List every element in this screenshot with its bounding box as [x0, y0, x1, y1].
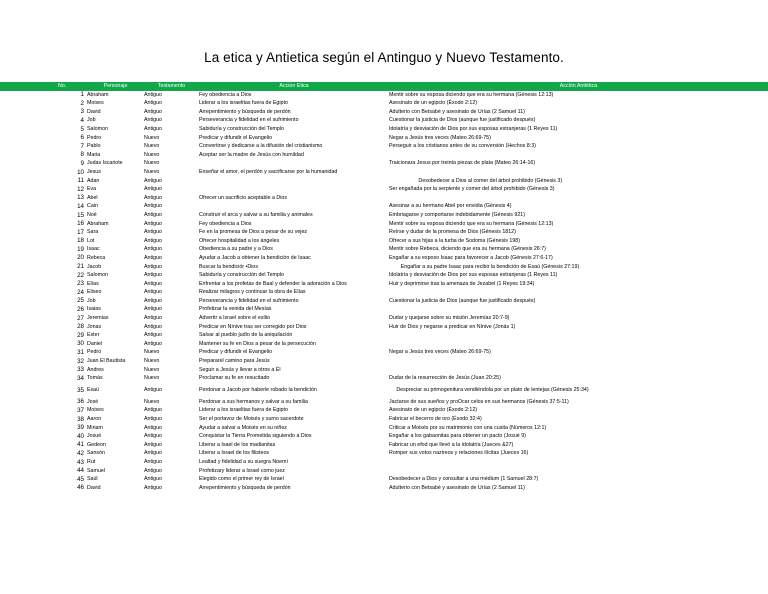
row-personaje: Adan	[87, 177, 100, 184]
row-accion-antietica: Cuestionar la justicia de Dios (aunque fue justificado después)	[389, 117, 536, 124]
row-accion-antietica: Ser engañada por la serpiente y comer del árbol prohibido (Génesis 3)	[389, 186, 555, 193]
row-accion-etica: Profetizar la venida del Mesías	[199, 306, 272, 313]
table-row	[0, 263, 768, 272]
table-row	[0, 168, 768, 177]
row-personaje: Sansón	[87, 450, 105, 457]
row-number: 42	[77, 449, 84, 457]
row-accion-etica: Liderar a los israelitas fuera de Egipto	[199, 407, 288, 414]
row-testamento: Nuevo	[144, 349, 160, 356]
row-number: 41	[77, 441, 84, 449]
row-personaje: Noé	[87, 211, 97, 218]
row-personaje: Job	[87, 297, 96, 304]
row-accion-antietica: Engañar a su padre Isaac para recibir la bendición de Esaú (Génesis 27:19)	[389, 263, 580, 270]
row-accion-antietica	[389, 340, 768, 349]
row-accion-antietica: Reírse y dudar de la promesa de Dios (Génesis 1812)	[389, 229, 516, 236]
row-accion-antietica	[389, 194, 768, 203]
row-accion-etica: Conquistar la Tierra Prometida siguiendo a Dios	[199, 433, 312, 440]
row-testamento: Antiguo	[144, 186, 162, 193]
table-row	[0, 458, 768, 467]
table-row	[0, 332, 768, 341]
row-number: 22	[77, 271, 84, 279]
row-accion-antietica: Mentir sobre su esposa diciendo que era su hermana (Génesis 12:13)	[389, 220, 554, 227]
row-accion-antietica: Desobedecer a Dios al comer del árbol prohibido (Génesis 3)	[389, 177, 563, 184]
row-number: 28	[77, 323, 84, 331]
row-accion-antietica: Asesinato de un egipcio (Éxodo 2:12)	[389, 100, 478, 107]
row-accion-etica: Predicar en Nínive tras ser corregido por Dios	[199, 323, 307, 330]
row-testamento: Antiguo	[144, 387, 162, 394]
row-testamento: Nuevo	[144, 151, 160, 158]
table-body	[0, 91, 768, 493]
table-row	[0, 467, 768, 476]
row-accion-antietica	[389, 357, 768, 366]
page-title: La etica y Antietica según el Antinguo y Nuevo Testamento.	[204, 50, 564, 65]
row-accion-etica: Fey obediencia a Dios	[199, 91, 252, 98]
row-number: 43	[77, 458, 84, 466]
row-accion-etica: Ser el portavoz de Moisés y sumo sacerdote	[199, 416, 304, 423]
row-accion-etica: Salvar al pueblo judío de la aniquilación	[199, 332, 293, 339]
row-accion-etica: Predicar y difundir el Evangelio	[199, 134, 273, 141]
table-row	[0, 366, 768, 375]
row-number: 10	[77, 168, 84, 176]
row-personaje: Cain	[87, 203, 98, 210]
row-accion-etica: Perseverancia y fidelidad en el sufrimiento	[199, 117, 299, 124]
row-number: 18	[77, 237, 84, 245]
row-number: 36	[77, 398, 84, 406]
row-accion-etica: Ofrecer hospitalidad a los ángeles	[199, 237, 280, 244]
row-testamento: Antiguo	[144, 220, 162, 227]
row-accion-etica: Seguir a Jesús y llevar a otros a Él	[199, 366, 281, 373]
row-number: 26	[77, 306, 84, 314]
row-personaje: Abraham	[87, 220, 109, 227]
row-number: 37	[77, 406, 84, 414]
header-accion-etica: Accion Etica	[199, 82, 389, 91]
row-personaje: Sara	[87, 229, 99, 236]
row-personaje: Abel	[87, 194, 98, 201]
row-number: 5	[80, 125, 84, 133]
row-accion-etica: Perseverancia y fidelidad en el sufrimiento	[199, 297, 299, 304]
row-accion-antietica	[389, 289, 768, 298]
row-testamento: Nuevo	[144, 398, 160, 405]
row-accion-antietica: Traicionara Jesus por treinta piezas de plata (Mateo 26:14-16)	[389, 160, 536, 167]
table-row	[0, 91, 768, 100]
table-row	[0, 484, 768, 493]
row-accion-antietica: Desobedecer a Dios y consultar a una médium (1 Samuel 28:7)	[389, 476, 539, 483]
row-number: 32	[77, 357, 84, 365]
row-personaje: Daniel	[87, 340, 103, 347]
table-row	[0, 297, 768, 306]
table-row	[0, 306, 768, 315]
row-personaje: Jesus	[87, 168, 101, 175]
row-testamento: Antiguo	[144, 467, 162, 474]
row-accion-etica	[199, 203, 389, 212]
table-row	[0, 289, 768, 298]
row-accion-antietica: Huir y deprimirse tras la amenaza de Jezabel (1 Reyes 19:34)	[389, 280, 535, 287]
row-testamento: Nuevo	[144, 375, 160, 382]
row-accion-antietica: Embriagarse y comportarse indebidamente (Génesis 921)	[389, 211, 526, 218]
row-testamento: Antiguo	[144, 246, 162, 253]
row-personaje: Maria	[87, 151, 101, 158]
row-accion-antietica	[389, 306, 768, 315]
table-row	[0, 254, 768, 263]
row-personaje: Samuel	[87, 467, 105, 474]
table-row	[0, 117, 768, 126]
row-number: 31	[77, 349, 84, 356]
row-number: 40	[77, 432, 84, 440]
row-personaje: David	[87, 108, 101, 115]
row-accion-antietica: Perseguir a los cristianos antes de su conversión (Hechos 8:3)	[389, 143, 536, 150]
row-testamento: Antiguo	[144, 272, 162, 279]
row-number: 2	[80, 99, 84, 107]
row-testamento: Antiguo	[144, 211, 162, 218]
row-personaje: Moises	[87, 100, 104, 107]
table-row	[0, 194, 768, 203]
table-row	[0, 323, 768, 332]
row-testamento: Antiguo	[144, 476, 162, 483]
row-number: 39	[77, 424, 84, 432]
table-row	[0, 151, 768, 160]
row-number: 8	[80, 151, 84, 159]
row-accion-etica: Convertirse y dedicarse a la difusión del cristianismo	[199, 143, 323, 150]
row-personaje: Isaias	[87, 306, 101, 313]
table-row	[0, 220, 768, 229]
row-accion-antietica: Fabricar el becerro de oro (Éxodo 32:4)	[389, 416, 482, 423]
row-personaje: Jacob	[87, 263, 102, 270]
table-row	[0, 424, 768, 433]
row-number: 11	[77, 177, 84, 185]
row-accion-etica: Aceptar ser la madre de Jesús con humildad	[199, 151, 304, 158]
row-personaje: Aaron	[87, 416, 102, 423]
row-accion-antietica: Idolatría y desviación de Dios por sus esposas extranjeras (1 Reyes 11)	[389, 272, 558, 279]
row-testamento: Antiguo	[144, 416, 162, 423]
row-personaje: Abraham	[87, 91, 109, 98]
row-testamento: Antiguo	[144, 91, 162, 98]
row-accion-etica: Ofrecer un sacrificio aceptable a Dios	[199, 194, 288, 201]
row-number: 12	[77, 185, 84, 193]
row-accion-antietica: Negar a Jesús tres veces (Mateo 26:69-75)	[389, 134, 491, 141]
row-personaje: Pedro	[87, 134, 102, 141]
row-personaje: Esaú	[87, 387, 100, 394]
row-accion-etica: Advertir a Israel sobre el exilio	[199, 315, 270, 322]
table-row	[0, 340, 768, 349]
row-testamento: Antiguo	[144, 229, 162, 236]
row-personaje: Rebeca	[87, 254, 106, 261]
row-personaje: Jeremias	[87, 315, 109, 322]
row-personaje: Job	[87, 117, 96, 124]
row-testamento: Antiguo	[144, 108, 162, 115]
row-accion-etica: Realizar milagros y continuar la obra de Elías	[199, 289, 306, 296]
row-accion-etica: Elegido como el primer rey de Israel	[199, 476, 284, 483]
row-number: 20	[77, 254, 84, 262]
row-accion-etica: Liderar a los israelitas fuera de Egipto	[199, 100, 288, 107]
row-accion-antietica: Despreciar su primogenitura vendiéndola por un plato de lentejas (Génesis 25:34)	[389, 387, 589, 394]
table-row	[0, 383, 768, 398]
row-accion-etica: Mantener su fe en Dios a pesar de la persecución	[199, 340, 316, 347]
row-number: 33	[77, 366, 84, 374]
row-personaje: Salomon	[87, 272, 108, 279]
row-accion-etica: Construir el arca y salvar a su familia y animales	[199, 211, 313, 218]
row-personaje: Juan El Bautista	[87, 358, 126, 365]
row-accion-etica: Fey obediencia a Dios	[199, 220, 252, 227]
table-row	[0, 450, 768, 459]
row-testamento: Antiguo	[144, 433, 162, 440]
table-row	[0, 125, 768, 134]
row-accion-etica: Arrepentimiento y búsqueda de perdón	[199, 484, 291, 491]
row-accion-etica: Liberar a Israel de los filisteos	[199, 450, 270, 457]
row-personaje: Saúl	[87, 476, 98, 483]
table-row	[0, 433, 768, 442]
row-testamento: Antiguo	[144, 407, 162, 414]
row-number: 35	[77, 386, 84, 394]
table-row	[0, 143, 768, 152]
table-row	[0, 398, 768, 407]
row-testamento: Nuevo	[144, 358, 160, 365]
row-accion-etica: Sabiduría y construcción del Templo	[199, 126, 284, 133]
row-personaje: Miriam	[87, 424, 103, 431]
row-personaje: Ester	[87, 332, 100, 339]
table-row	[0, 211, 768, 220]
row-personaje: Andres	[87, 366, 104, 373]
row-personaje: Rut	[87, 458, 96, 465]
table-row	[0, 349, 768, 358]
row-accion-antietica: Idolatría y desviación de Dios por sus esposas extranjeras (1 Reyes 11)	[389, 126, 558, 133]
row-accion-antietica: Engañar a su esposo Isaac para favorecer a Jacob (Génesis 27:6-17)	[389, 254, 553, 261]
row-testamento: Antiguo	[144, 280, 162, 287]
header-personaje: Personaje	[87, 82, 144, 91]
row-accion-etica: Ayudar a Jacob a obtener la bendición de Isaac	[199, 254, 311, 261]
row-number: 6	[80, 134, 84, 142]
table-header-row	[0, 82, 768, 91]
row-testamento: Nuevo	[144, 366, 160, 373]
table-row	[0, 407, 768, 416]
row-personaje: Isaac	[87, 246, 100, 253]
row-accion-etica: Prepararel camino para Jesús	[199, 358, 270, 365]
row-accion-antietica: Mentir sobre su esposa diciendo que era su hermana (Génesis 12:13)	[389, 91, 554, 98]
row-testamento: Antiguo	[144, 340, 162, 347]
row-accion-etica: Lealtad y fidelidad a su suegra Noemí	[199, 458, 288, 465]
row-accion-etica: Buscar la bendicióṛ •Dios	[199, 263, 258, 270]
row-personaje: Pedro	[87, 349, 102, 356]
row-testamento: Antiguo	[144, 194, 162, 201]
row-accion-antietica	[389, 467, 768, 476]
row-personaje: Salomon	[87, 126, 108, 133]
row-accion-antietica: Ofrecer a sus hijas a la turba de Sodoma (Génesis 198)	[389, 237, 521, 244]
row-accion-etica: Fe en la promesa de Dios a pesar de su vejez	[199, 229, 308, 236]
row-testamento: Antiguo	[144, 117, 162, 124]
row-personaje: Eliseo	[87, 289, 102, 296]
row-accion-etica: Liberar a Isael de los madianitas	[199, 441, 276, 448]
row-accion-etica: Enfrentar a los profetas de Baal y defender la adoración a Dios	[199, 280, 347, 287]
row-number: 13	[77, 194, 84, 202]
table-row	[0, 271, 768, 280]
row-number: 4	[80, 116, 84, 124]
row-accion-antietica: Asesinar a su hermano Abel por envidia (Génesis 4)	[389, 203, 512, 210]
row-number: 29	[77, 331, 84, 339]
row-accion-antietica: Criticar a Moisés por su matrimonio con una cusita (Números 12:1)	[389, 424, 547, 431]
table-row	[0, 203, 768, 212]
table-row	[0, 357, 768, 366]
row-accion-antietica: Negar a Jesús tres veces (Mateo 26:69-75)	[389, 349, 491, 356]
row-testamento: Antiguo	[144, 297, 162, 304]
characters-table	[0, 82, 768, 493]
row-personaje: David	[87, 484, 101, 491]
table-row	[0, 160, 768, 169]
row-testamento: Nuevo	[144, 160, 160, 167]
row-testamento: Antiguo	[144, 254, 162, 261]
row-accion-etica: Perdonar a sus hermanos y salvar a su familia	[199, 398, 308, 405]
table-row	[0, 100, 768, 109]
row-accion-etica: Perdonar a Jacob por haberle robado la bendición	[199, 387, 317, 394]
row-testamento: Antiguo	[144, 484, 162, 491]
table-row	[0, 186, 768, 195]
row-accion-etica: Sabiduría y construcción del Templo	[199, 272, 284, 279]
row-personaje: Lot	[87, 237, 95, 244]
row-testamento: Antiguo	[144, 315, 162, 322]
row-accion-antietica: Cuestionar la justicia de Dios (aunque fue justificado después)	[389, 297, 536, 304]
row-testamento: Antiguo	[144, 458, 162, 465]
row-accion-antietica: Dudar y quejarse sobre su misión Jeremías 20:7-9)	[389, 315, 510, 322]
row-number: 14	[77, 202, 84, 210]
table-row	[0, 476, 768, 485]
row-accion-antietica: Asesinato de un egipcio (Éxodo 2:12)	[389, 407, 478, 414]
row-personaje: Gedeon	[87, 441, 106, 448]
row-accion-etica: Predicar y difundir el Evangelio	[199, 349, 273, 356]
table-row	[0, 415, 768, 424]
row-number: 19	[77, 245, 84, 253]
row-personaje: Eva	[87, 186, 97, 193]
table-row	[0, 441, 768, 450]
row-personaje: Moises	[87, 407, 104, 414]
row-accion-antietica: Romper sus votos nazireos y relaciones ilícitas (Jueces 16)	[389, 450, 529, 457]
table-row	[0, 229, 768, 238]
row-number: 15	[77, 211, 84, 219]
row-number: 34	[77, 374, 84, 382]
row-accion-etica	[199, 160, 389, 169]
row-number: 23	[77, 280, 84, 288]
row-testamento: Antiguo	[144, 424, 162, 431]
row-accion-etica: Enseñar el amor, el perdón y sacrificarse por la humanidad	[199, 168, 338, 175]
row-accion-etica	[199, 177, 389, 186]
row-personaje: Jonas	[87, 323, 102, 330]
row-number: 1	[80, 91, 84, 99]
row-accion-antietica	[389, 458, 768, 467]
row-number: 16	[77, 220, 84, 228]
row-number: 24	[77, 288, 84, 296]
row-number: 21	[77, 263, 84, 271]
row-number: 9	[80, 159, 84, 167]
header-no: No.	[0, 82, 87, 91]
row-accion-etica	[199, 186, 389, 195]
row-testamento: Nuevo	[144, 168, 160, 175]
row-testamento: Antiguo	[144, 289, 162, 296]
row-accion-etica: Ayudar a salvar a Moisés en su niñez	[199, 424, 287, 431]
row-accion-antietica: Engañar a los gabaonitas para obtener un pacto (Josué 9)	[389, 433, 526, 440]
row-accion-antietica: Adulterio con Betsabé y asesinato de Urías (2 Samuel 11)	[389, 108, 525, 115]
row-personaje: Tomás	[87, 375, 103, 382]
row-number: 44	[77, 467, 84, 475]
row-testamento: Antiguo	[144, 441, 162, 448]
row-number: 30	[77, 340, 84, 348]
row-testamento: Antiguo	[144, 203, 162, 210]
header-testamento: Testamento	[144, 82, 199, 91]
row-accion-antietica: Huir de Dios y negarse a predicar en Nínive (Jonás 1)	[389, 323, 516, 330]
row-number: 25	[77, 297, 84, 305]
table-row	[0, 108, 768, 117]
row-testamento: Antiguo	[144, 306, 162, 313]
row-accion-etica: Profetizary liderar a Israel como juez	[199, 467, 285, 474]
row-accion-etica: Obediencia a su padre y a Dios	[199, 246, 273, 253]
row-testamento: Antiguo	[144, 332, 162, 339]
table-row	[0, 177, 768, 186]
row-personaje: Pablo	[87, 143, 101, 150]
row-accion-antietica	[389, 151, 768, 160]
row-number: 3	[80, 108, 84, 116]
table-row	[0, 134, 768, 143]
table-row	[0, 237, 768, 246]
row-testamento: Antiguo	[144, 237, 162, 244]
row-testamento: Antiguo	[144, 323, 162, 330]
row-accion-antietica: Jactarse de sus sueños y proOcar celos en sus hermanos (Génesis 37:5-11)	[389, 398, 569, 405]
table-row	[0, 314, 768, 323]
row-personaje: Elías	[87, 280, 99, 287]
row-testamento: Antiguo	[144, 450, 162, 457]
header-accion-antietica: Acción Antiética	[389, 82, 768, 91]
row-number: 7	[80, 142, 84, 150]
row-number: 46	[77, 484, 84, 492]
row-number: 45	[77, 475, 84, 483]
row-accion-antietica	[389, 366, 768, 375]
table-row	[0, 280, 768, 289]
row-personaje: Josué	[87, 433, 102, 440]
row-testamento: Nuevo	[144, 134, 160, 141]
table-row	[0, 375, 768, 384]
row-testamento: Antiguo	[144, 126, 162, 133]
row-accion-antietica	[389, 332, 768, 341]
row-personaje: José	[87, 398, 99, 405]
row-testamento: Antiguo	[144, 177, 162, 184]
row-accion-antietica	[389, 168, 768, 177]
row-accion-antietica: Adulterio con Betsabé y asesinato de Urías (2 Samuel 11)	[389, 484, 525, 491]
row-accion-etica: Arrepentimiento y búsqueda de perdón	[199, 108, 291, 115]
row-number: 38	[77, 415, 84, 423]
row-accion-antietica: Fabricar un efod que llevó a la idolatría (Jueces &27)	[389, 441, 514, 448]
table-row	[0, 246, 768, 255]
row-personaje: Judas Iscariote	[87, 160, 123, 167]
row-accion-antietica: Mentir sobre Rebeca, diciendo que era su hermana (Génesis 26:7)	[389, 246, 546, 253]
row-number: 17	[77, 228, 84, 236]
row-accion-antietica: Dudar de la resurrección de Jesús (Juan 20:25)	[389, 375, 501, 382]
row-accion-etica: Proclamar su fe en resucitado	[199, 375, 270, 382]
row-testamento: Nuevo	[144, 143, 160, 150]
row-testamento: Antiguo	[144, 100, 162, 107]
row-testamento: Antiguo	[144, 263, 162, 270]
row-number: 27	[77, 314, 84, 322]
